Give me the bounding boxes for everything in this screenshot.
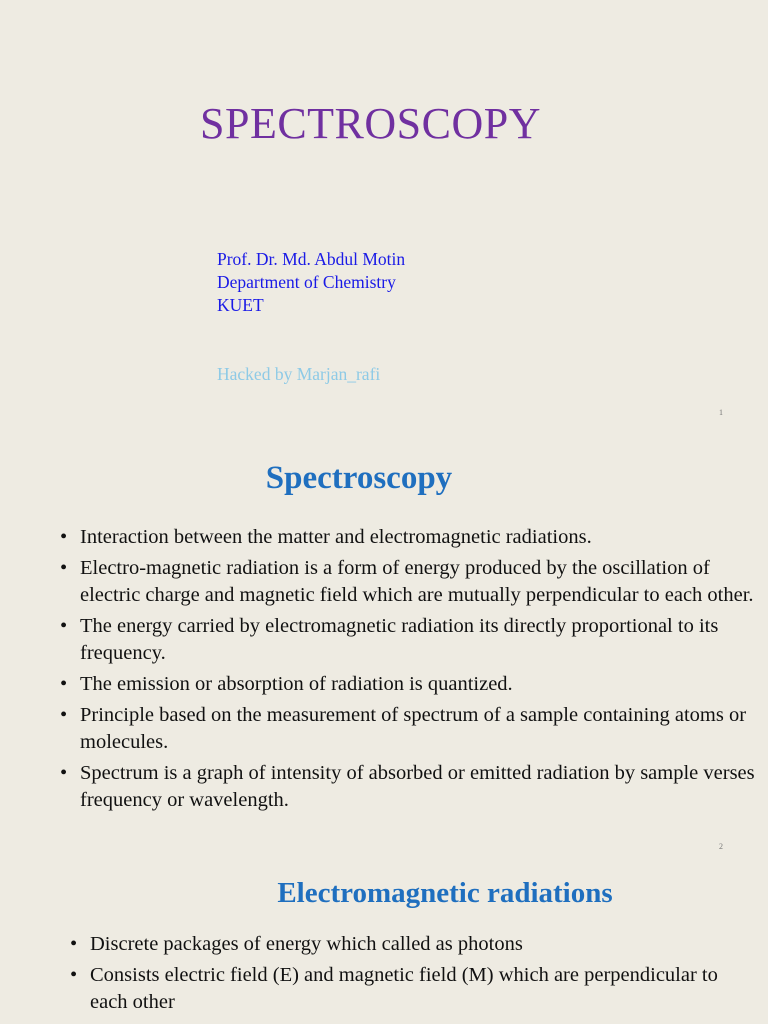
list-item: • Spectrum is a graph of intensity of absorbed or emitted radiation by sample verses frequency or wavelength. (58, 760, 758, 814)
list-item: • Discrete packages of energy which called as photons (68, 931, 758, 958)
list-item: • Principle based on the measurement of spectrum of a sample containing atoms or molecules. (58, 702, 758, 756)
slide-2-title: Spectroscopy (265, 460, 453, 496)
slide-3-title: Electromagnetic radiations (277, 877, 613, 909)
page-number-1: 1 (719, 408, 723, 417)
slide-2-bullet-list (58, 524, 758, 818)
author-department: Department of Chemistry (217, 272, 396, 292)
list-item: • The emission or absorption of radiation is quantized. (58, 671, 758, 698)
author-institution: KUET (217, 295, 264, 315)
list-item: • The energy carried by electromagnetic radiation its directly proportional to its frequency. (58, 613, 758, 667)
author-name: Prof. Dr. Md. Abdul Motin (217, 249, 406, 269)
hacked-note: Hacked by Marjan_rafi (217, 364, 381, 384)
page-number-2: 2 (719, 842, 723, 851)
slide-1-title: SPECTROSCOPY (200, 99, 542, 148)
list-item: • Electro-magnetic radiation is a form of energy produced by the oscillation of electric charge and magnetic field which are mutually perpendicular to each other. (58, 555, 758, 609)
slide-3-bullet-list (68, 931, 758, 1020)
slide-1 (0, 0, 768, 430)
list-item: • Interaction between the matter and electromagnetic radiations. (58, 524, 758, 551)
list-item: • Consists electric field (E) and magnetic field (M) which are perpendicular to each other (68, 962, 758, 1016)
author-block (217, 248, 405, 317)
